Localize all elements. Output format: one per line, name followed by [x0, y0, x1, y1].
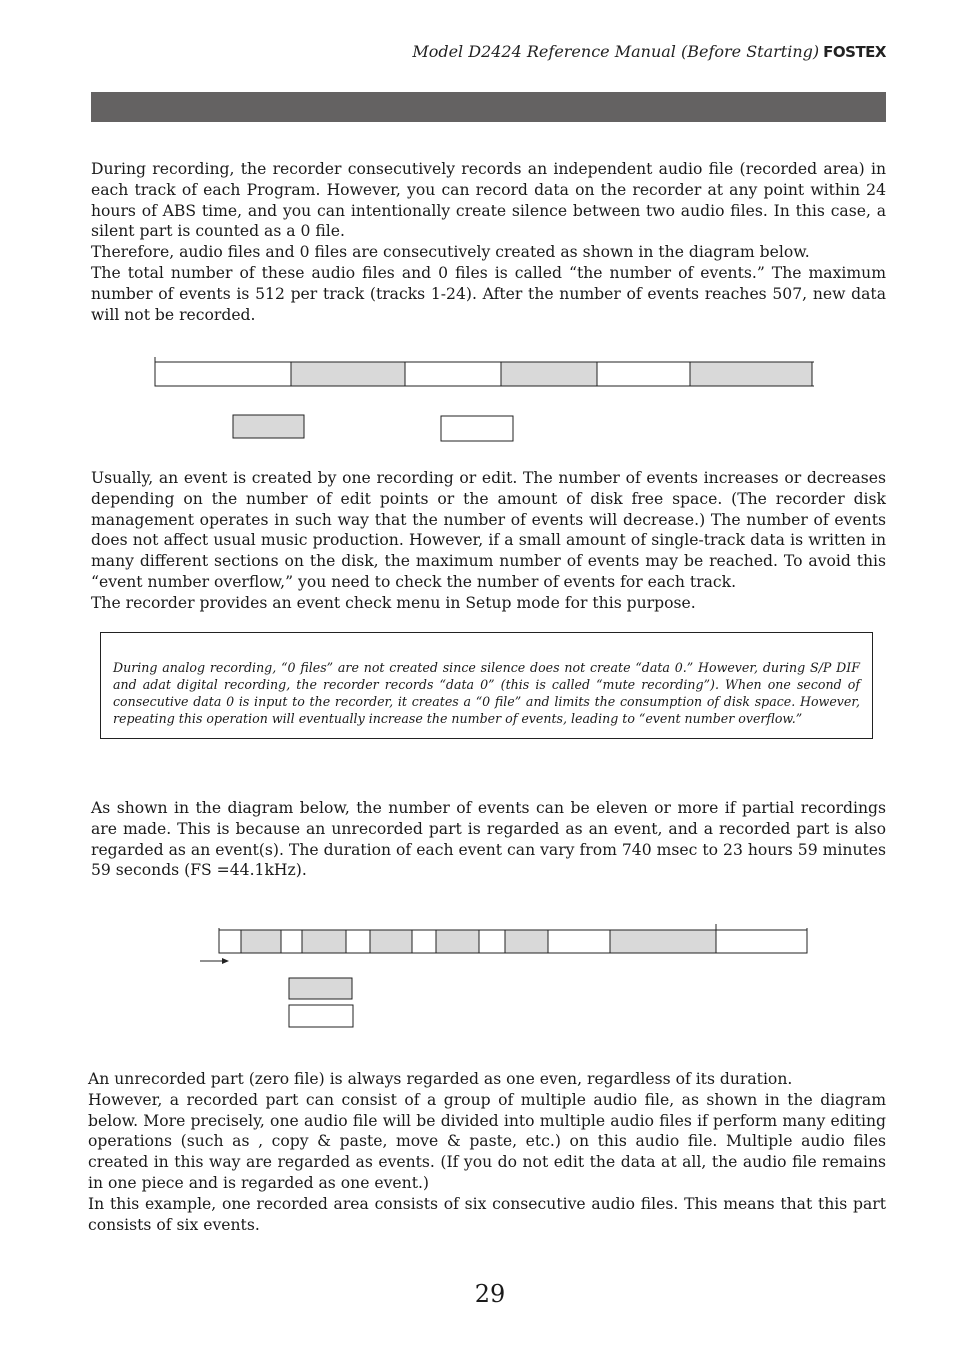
legend-zero-file-box [289, 1005, 353, 1027]
event-sentence: Usually, an event is created by one recording or edit. The number of events increases or decreases depending on the number of edit points or the amount of disk free space. (The recorder disk management operates in such way that the number of events will decrease.) The number of events does not affect usual music production. However, if a small amount of single-track data is written in many different sections on the disk, the maximum number of events may be reached. To avoid this “event number overflow,” you need to check the number of events for each track. [91, 469, 886, 591]
legend-audio-file-box [233, 415, 304, 438]
events-diagram [150, 355, 820, 445]
fostex-logo: FOSTEX [823, 43, 886, 61]
partial-recording-paragraph [91, 798, 886, 881]
legend-zero-file-box [441, 416, 513, 441]
audio-file-segment [436, 930, 479, 953]
zero-file-segment [548, 930, 610, 953]
intro-sentence: During recording, the recorder consecutively records an independent audio file (recorded area) in each track of each Program. However, you can record data on the recorder at any point within 24 hours of ABS time, and you can intentionally create silence between two audio files. In this case, a silent part is counted as a 0 file. [91, 160, 886, 241]
recorded-part-sentence: An unrecorded part (zero file) is always regarded as one even, regardless of its duration. [88, 1070, 793, 1088]
audio-file-segment [501, 362, 597, 386]
recorded-part-sentence: In this example, one recorded area consists of six consecutive audio files. This means that this part consists of six events. [88, 1194, 886, 1234]
event-sentence: The recorder provides an event check menu in Setup mode for this purpose. [91, 593, 696, 612]
zero-file-segment [219, 930, 241, 953]
recorded-part-paragraph [88, 1069, 886, 1235]
audio-file-segment [302, 930, 346, 953]
note-text: During analog recording, “0 files” are not created since silence does not create “data 0.” However, during S/P DIF and adat digital recording, the recorder records “data 0” (this is called “mute recording”). When one second of consecutive data 0 is input to the recorder, it creates a “0 file” and limits the consumption of disk space. However, repeating this operation will eventually increase the number of events, leading to “event number overflow.” [113, 660, 860, 726]
legend-audio-file-box [289, 978, 352, 999]
zero-file-segment [405, 362, 501, 386]
audio-file-segment [505, 930, 548, 953]
recorded-part-sentence: However, a recorded part can consist of a group of multiple audio file, as shown in the diagram below. More precisely, one audio file will be divided into multiple audio files if perform many editing operations (such as , copy & paste, move & paste, etc.) on this audio file. Multiple audio files created in this way are regarded as events. (If you do not edit the data at all, the audio file remains in one piece and is regarded as one event.) [88, 1090, 886, 1192]
audio-file-segment [370, 930, 412, 953]
event-paragraph [91, 468, 886, 614]
audio-file-segment [690, 362, 812, 386]
zero-file-segment [716, 930, 807, 953]
zero-file-segment [412, 930, 436, 953]
manual-title: Model D2424 Reference Manual (Before Starting) [412, 42, 820, 61]
intro-paragraph [91, 159, 886, 325]
running-header [412, 42, 886, 61]
zero-file-segment [281, 930, 302, 953]
section-title-bar [91, 92, 886, 122]
partial-recordings-diagram [195, 922, 815, 1032]
audio-file-segment [610, 930, 716, 953]
zero-file-segment [155, 362, 291, 386]
audio-file-segment [291, 362, 405, 386]
intro-sentence: The total number of these audio files and 0 files is called “the number of events.” The maximum number of events is 512 per track (tracks 1-24). After the number of events reaches 507, new data will not be recorded. [91, 263, 886, 324]
zero-file-segment [597, 362, 690, 386]
zero-file-segment [346, 930, 370, 953]
partial-recording-text: As shown in the diagram below, the number of events can be eleven or more if partial recordings are made. This is because an unrecorded part is regarded as an event, and a recorded part is also regarded as an event(s). The duration of each event can vary from 740 msec to 23 hours 59 minutes 59 seconds (FS =44.1kHz). [91, 799, 886, 880]
zero-file-segment [479, 930, 505, 953]
time-arrow-head-icon [222, 958, 229, 964]
note-box [100, 632, 873, 739]
intro-sentence: Therefore, audio files and 0 files are consecutively created as shown in the diagram below. [91, 243, 810, 262]
page-number: 29 [474, 1280, 506, 1308]
audio-file-segment [241, 930, 281, 953]
